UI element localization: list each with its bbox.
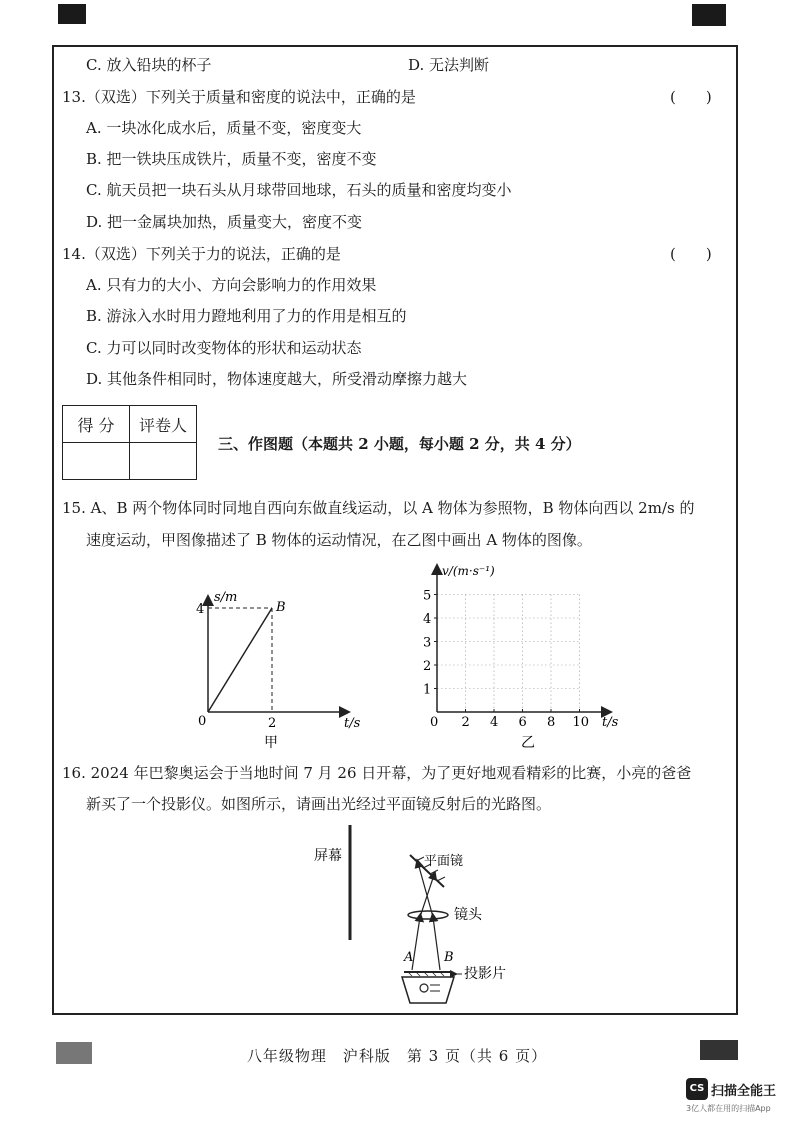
registration-mark-top-left — [58, 4, 86, 24]
q13-option-b: B. 把一铁块压成铁片，质量不变，密度不变 — [86, 150, 377, 168]
q16-line-1: 16. 2024 年巴黎奥运会于当地时间 7 月 26 日开幕，为了更好地观看精彩的比赛，小亮的爸爸 — [62, 764, 692, 782]
yi-origin: 0 — [430, 715, 439, 730]
jia-caption: 甲 — [264, 735, 278, 751]
q14-answer-paren: ( ) — [670, 245, 712, 263]
slide-label: 投影片 — [464, 966, 506, 982]
projector-diagram — [300, 825, 530, 1010]
graph-jia — [180, 585, 380, 755]
grader-header: 评卷人 — [130, 406, 197, 443]
jia-origin: 0 — [198, 714, 207, 729]
yi-caption: 乙 — [521, 735, 535, 751]
yi-x-tick-2: 2 — [461, 715, 470, 730]
q14-option-c: C. 力可以同时改变物体的形状和运动状态 — [86, 339, 362, 357]
camscanner-logo-icon: CS — [686, 1078, 708, 1100]
q13-option-d: D. 把一金属块加热，质量变大，密度不变 — [86, 213, 363, 231]
q13-option-c: C. 航天员把一块石头从月球带回地球，石头的质量和密度均变小 — [86, 181, 512, 199]
q15-line-2: 速度运动，甲图像描述了 B 物体的运动情况，在乙图中画出 A 物体的图像。 — [86, 531, 592, 549]
yi-grid — [437, 595, 580, 713]
jia-x-label: t/s — [344, 716, 361, 731]
q14-stem: 14.（双选）下列关于力的说法，正确的是 — [62, 245, 341, 263]
yi-x-label: t/s — [602, 715, 619, 730]
mirror-label: 平面镜 — [424, 854, 464, 869]
lens — [408, 911, 448, 919]
jia-data-line — [208, 608, 272, 712]
score-table — [62, 405, 197, 480]
ray-a-label: A — [404, 950, 414, 965]
yi-x-tick-10: 10 — [572, 715, 590, 730]
yi-y-tick-5: 5 — [423, 588, 432, 604]
grader-cell[interactable] — [130, 443, 197, 480]
score-cell[interactable] — [63, 443, 130, 480]
watermark-subtitle: 3亿人都在用的扫描App — [686, 1104, 771, 1113]
ray-b-lower — [433, 917, 440, 970]
yi-y-tick-4: 4 — [423, 612, 432, 627]
q13-answer-paren: ( ) — [670, 88, 712, 106]
ray-b-label: B — [444, 950, 454, 965]
lens-label: 镜头 — [454, 907, 482, 923]
registration-mark-top-right — [692, 4, 726, 26]
yi-y-tick-1: 1 — [423, 682, 432, 698]
q12-option-d: D. 无法判断 — [408, 56, 490, 74]
yi-x-tick-4: 4 — [490, 715, 499, 730]
jia-x-tick-2: 2 — [268, 716, 277, 731]
yi-x-tick-6: 6 — [518, 715, 527, 730]
ray-b-upper — [418, 863, 433, 917]
scanner-watermark — [686, 1078, 777, 1113]
lamp-bulb-icon — [420, 984, 428, 992]
q16-line-2: 新买了一个投影仪。如图所示，请画出光经过平面镜反射后的光路图。 — [86, 795, 552, 813]
jia-point-label-b: B — [276, 600, 286, 615]
q13-stem: 13.（双选）下列关于质量和密度的说法中，正确的是 — [62, 88, 416, 106]
q14-option-a: A. 只有力的大小、方向会影响力的作用效果 — [86, 276, 377, 294]
q14-option-d: D. 其他条件相同时，物体速度越大，所受滑动摩擦力越大 — [86, 370, 468, 388]
yi-y-label: v/(m·s⁻¹) — [442, 564, 495, 578]
page-footer: 八年级物理 沪科版 第 3 页（共 6 页） — [246, 1047, 548, 1065]
q13-option-a: A. 一块冰化成水后，质量不变，密度变大 — [86, 119, 362, 137]
yi-x-tick-8: 8 — [547, 715, 556, 730]
q15-line-1: 15. A、B 两个物体同时同地自西向东做直线运动，以 A 物体为参照物，B 物体向西以 2m/s 的 — [62, 499, 695, 517]
q12-option-c: C. 放入铅块的杯子 — [86, 56, 212, 74]
q14-option-b: B. 游泳入水时用力蹬地利用了力的作用是相互的 — [86, 307, 407, 325]
yi-y-tick-3: 3 — [423, 635, 432, 651]
screen-label: 屏幕 — [314, 848, 342, 864]
yi-y-tick-2: 2 — [423, 659, 432, 674]
section-3-title: 三、作图题（本题共 2 小题，每小题 2 分，共 4 分） — [218, 435, 581, 453]
score-header: 得 分 — [63, 406, 130, 443]
graph-yi — [410, 560, 630, 755]
jia-y-tick-4: 4 — [196, 602, 205, 617]
watermark-name: 扫描全能王 — [711, 1083, 777, 1099]
jia-y-label: s/m — [214, 590, 238, 605]
